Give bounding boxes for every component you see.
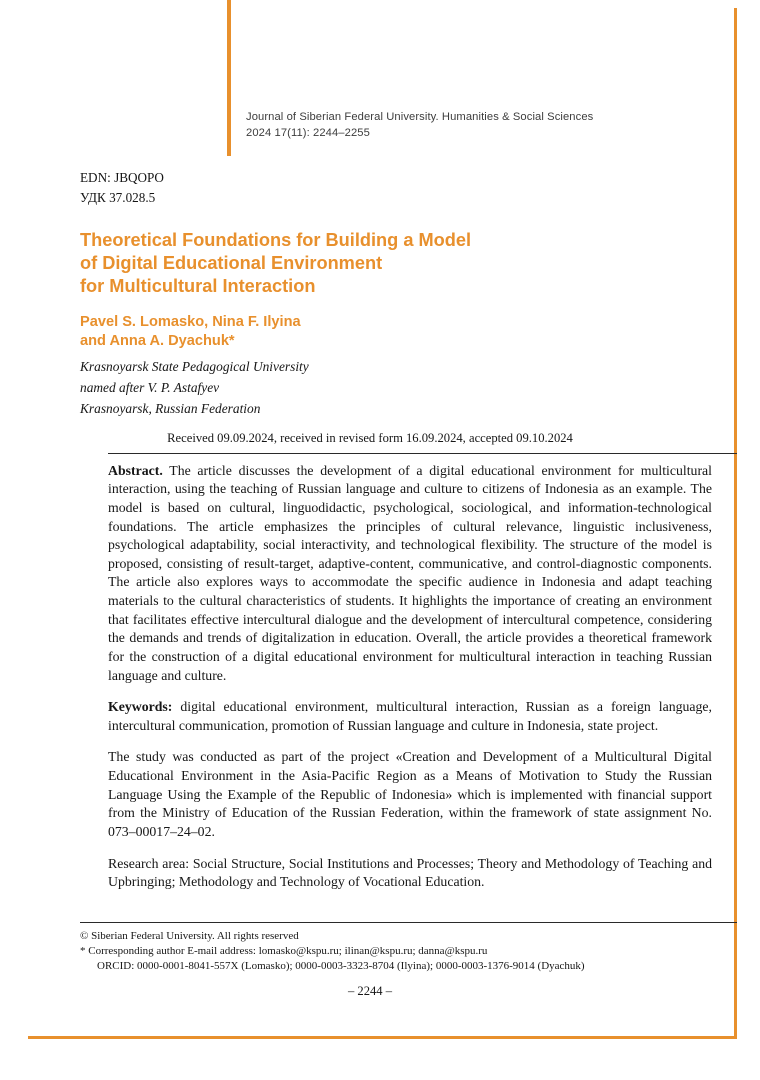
footnotes [80,929,730,975]
edn-code: EDN: JBQOPO [80,170,164,185]
keywords-text: digital educational environment, multicultural interaction, Russian as a foreign language, intercultural communication, promotion of Russian language and culture in Indonesia, state project. [108,699,712,733]
affiliation-line-3: Krasnoyarsk, Russian Federation [80,400,261,416]
received-dates: Received 09.09.2024, received in revised form 16.09.2024, accepted 09.10.2024 [167,430,573,445]
accent-rule-bottom [28,1036,737,1039]
meta-codes [80,168,712,208]
title-line-2: of Digital Educational Environment [80,252,383,273]
journal-title: Journal of Siberian Federal University. Humanities & Social Sciences [246,111,594,123]
authors [80,313,712,352]
funding-paragraph: The study was conducted as part of the project «Creation and Development of a Multicultural Digital Educational Environment in the Asia-Pacific Region as a Means of Motivation to Study the Russian Language Using the Example of the Republic of Indonesia» which is implemented with financial support from the Ministry of Education of the Russian Federation, within the framework of state assignment No. 073–00017–24–02. [108,749,712,839]
title-line-1: Theoretical Foundations for Building a Model [80,229,472,250]
journal-issue-info: 2024 17(11): 2244–2255 [246,127,370,140]
affiliation-line-1: Krasnoyarsk State Pedagogical University [80,359,309,375]
abstract-text: The article discusses the development of a digital educational environment for multicultural interaction, using the teaching of Russian language and culture to citizens of Indonesia as an example. The model is based on cultural, linguodidactic, psychological, sociological, and information-technological foundations. The article emphasizes the principles of cultural relevance, linguistic inclusiveness, psychological adaptability, social interactivity, and technological flexibility. The structure of the model is proposed, consisting of result-target, adaptive-content, communicative, and control-diagnostic components. The article also explores ways to accommodate the specific audience in Indonesia and adapt teaching materials to the cultural characteristics of students. It highlights the importance of creating an environment that facilitates effective intercultural dialogue and the development of intercultural competence, considering the demands and trends of digitalization in education. Overall, the article provides a theoretical framework for the construction of a digital educational environment for multicultural interaction in teaching Russian language and culture. [108,462,713,683]
affiliation-line-2: named after V. P. Astafyev [80,379,220,395]
keywords-label: Keywords: [108,699,173,715]
page-number: – 2244 – [347,984,393,998]
article-content [80,168,712,892]
abstract-label: Abstract. [108,462,163,478]
authors-line-2: and Anna A. Dyachuk* [80,333,235,350]
corresponding-author-note: * Corresponding author E-mail address: lomasko@kspu.ru; ilinan@kspu.ru; danna@kspu.ru [80,945,488,958]
research-area-paragraph: Research area: Social Structure, Social Institutions and Processes; Theory and Methodology of Teaching and Upbringing; Methodology and Technology of Vocational Education. [108,855,712,890]
journal-header [246,109,593,141]
affiliation [80,357,712,420]
abstract-paragraph [108,462,712,686]
orcid-note: ORCID: 0000-0001-8041-557X (Lomasko); 0000-0003-3323-8704 (Ilyina); 0000-0003-1376-9014 (Dyachuk) [97,960,585,973]
article-title [80,229,712,298]
abstract-separator-rule [108,453,737,454]
udk-code: УДК 37.028.5 [80,189,156,205]
title-line-3: for Multicultural Interaction [80,275,316,296]
keywords-paragraph [108,698,712,735]
copyright-note: © Siberian Federal University. All rights reserved [80,930,299,942]
accent-rule-header [227,0,231,156]
accent-rule-right [734,8,737,1039]
footnote-separator-rule [80,922,737,923]
authors-line-1: Pavel S. Lomasko, Nina F. Ilyina [80,313,301,330]
